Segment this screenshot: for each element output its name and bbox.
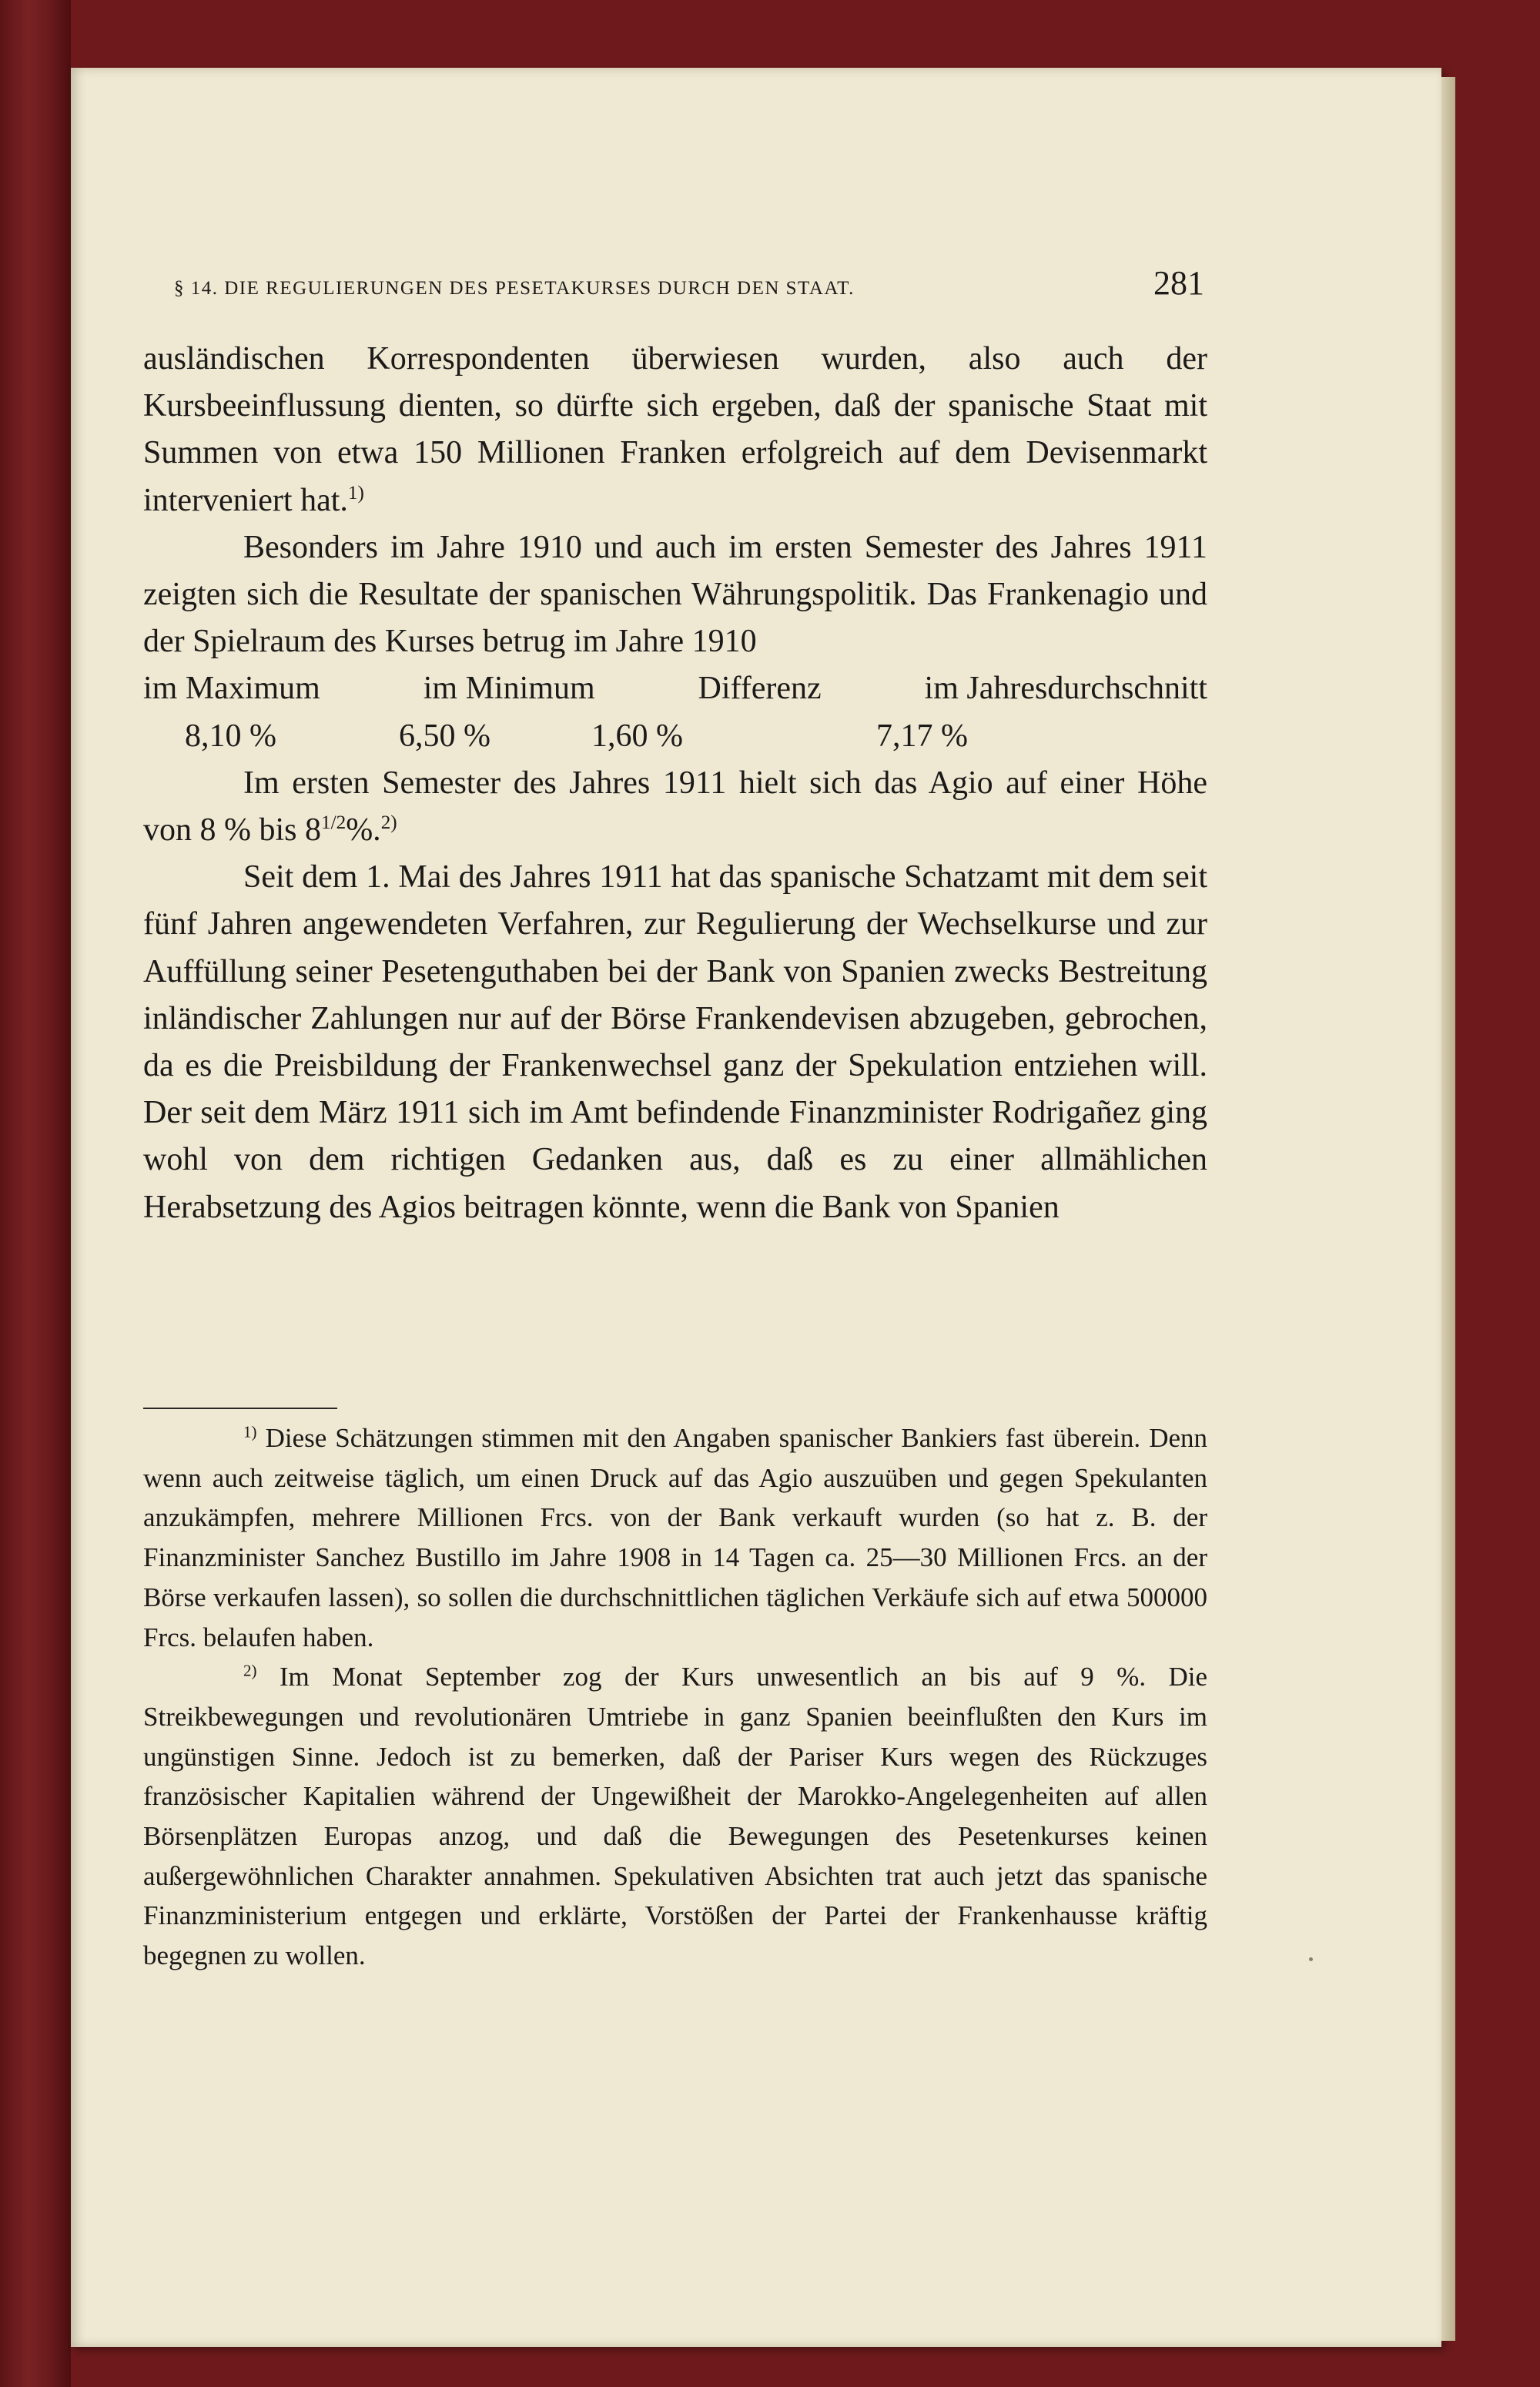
- book-spine: [0, 0, 71, 2387]
- value-maximum: 8,10 %: [185, 718, 276, 754]
- page-number: 281: [1153, 264, 1204, 302]
- paper-speck: [1309, 1957, 1313, 1961]
- fraction-one-half: 1/2: [321, 812, 346, 833]
- footnotes: [143, 1418, 1207, 1976]
- running-title: § 14. DIE REGULIERUNGEN DES PESETAKURSES DURCH DEN STAAT.: [174, 278, 855, 299]
- footnote-separator: [143, 1408, 337, 1409]
- footnote-2-marker: 2): [243, 1661, 257, 1680]
- column-maximum: im Maximum: [143, 671, 320, 707]
- footnote-1: [143, 1418, 1207, 1657]
- paragraph-4: Seit dem 1. Mai des Jahres 1911 hat das spanische Schatzamt mit dem seit fünf Jahren angewendeten Verfahren, zur Regulierung der Wechselkurse und zur Auffüllung seiner Pesetenguthaben bei der Bank von Spanien zwecks Bestreitung inländischer Zahlungen nur auf der Börse Frankendevisen abzugeben, gebrochen, da es die Preisbildung der Frankenwechsel ganz der Spekulation entziehen will. Der seit dem März 1911 sich im Amt befindende Finanzminister Rodrigañez ging wohl von dem richtigen Gedanken aus, daß es zu einer allmählichen Herabsetzung des Agios beitragen könnte, wenn die Bank von Spanien: [143, 859, 1207, 1225]
- running-header: [174, 263, 1204, 303]
- footnote-1-marker: 1): [243, 1422, 257, 1441]
- paragraph-3-end: %.: [346, 812, 381, 848]
- column-differenz: Differenz: [698, 671, 822, 707]
- paragraph-1-text: ausländischen Korrespondenten überwiesen wurden, also auch der Kursbeeinflussung dienten, so dürfte sich ergeben, daß der spanische Staat mit Summen von etwa 150 Millionen Franken erfolgreich auf dem Devisenmarkt interveniert hat.: [143, 341, 1207, 518]
- paragraph-1: [143, 336, 1207, 524]
- column-jahresdurchschnitt: im Jahresdurchschnitt: [924, 671, 1207, 707]
- value-differenz: 1,60 %: [591, 718, 683, 754]
- value-jahresdurchschnitt: 7,17 %: [876, 718, 968, 754]
- page-edge: [1441, 77, 1455, 2341]
- agio-table-values: [143, 713, 1207, 760]
- paragraph-3: [143, 760, 1207, 854]
- footnote-2-text: Im Monat September zog der Kurs unwesentlich an bis auf 9 %. Die Streikbewegungen und revolutionären Umtriebe in ganz Spanien beeinflußten den Kurs im ungünstigen Sinne. Jedoch ist zu bemerken, daß der Pariser Kurs wegen des Rückzuges französischer Kapitalien während der Ungewißheit der Marokko-Angelegenheiten auf allen Börsenplätzen Europas anzog, und daß die Bewegungen des Pesetenkurses keinen außergewöhnlichen Charakter annahmen. Spekulativen Absichten trat auch jetzt das spanische Finanzministerium entgegen und erklärte, Vorstößen der Partei der Frankenhausse kräftig begegnen zu wollen.: [143, 1662, 1208, 1971]
- column-minimum: im Minimum: [423, 671, 595, 707]
- value-minimum: 6,50 %: [399, 718, 490, 754]
- footnote-ref-2: 2): [380, 812, 397, 833]
- paragraph-2: Besonders im Jahre 1910 und auch im ersten Semester des Jahres 1911 zeigten sich die Resultate der spanischen Währungspolitik. Das Frankenagio und der Spielraum des Kurses betrug im Jahre 1910: [143, 529, 1207, 660]
- footnote-1-text: Diese Schätzungen stimmen mit den Angaben spanischer Bankiers fast überein. Denn wenn auch zeitweise täglich, um einen Druck auf das Agio auszuüben und gegen Spekulanten anzukämpfen, mehrere Millionen Frcs. von der Bank verkauft wurden (so hat z. B. der Finanzminister Sanchez Bustillo im Jahre 1908 in 14 Tagen ca. 25—30 Millionen Frcs. an der Börse verkaufen lassen), so sollen die durchschnittlichen täglichen Verkäufe sich auf etwa 500000 Frcs. belaufen haben.: [143, 1423, 1208, 1652]
- paragraph-3-text: Im ersten Semester des Jahres 1911 hielt sich das Agio auf einer Höhe von 8 % bis 8: [143, 765, 1207, 848]
- footnote-ref-1: 1): [347, 482, 364, 504]
- main-text: [143, 336, 1207, 1231]
- footnote-2: [143, 1657, 1207, 1976]
- agio-table-header: [143, 665, 1207, 712]
